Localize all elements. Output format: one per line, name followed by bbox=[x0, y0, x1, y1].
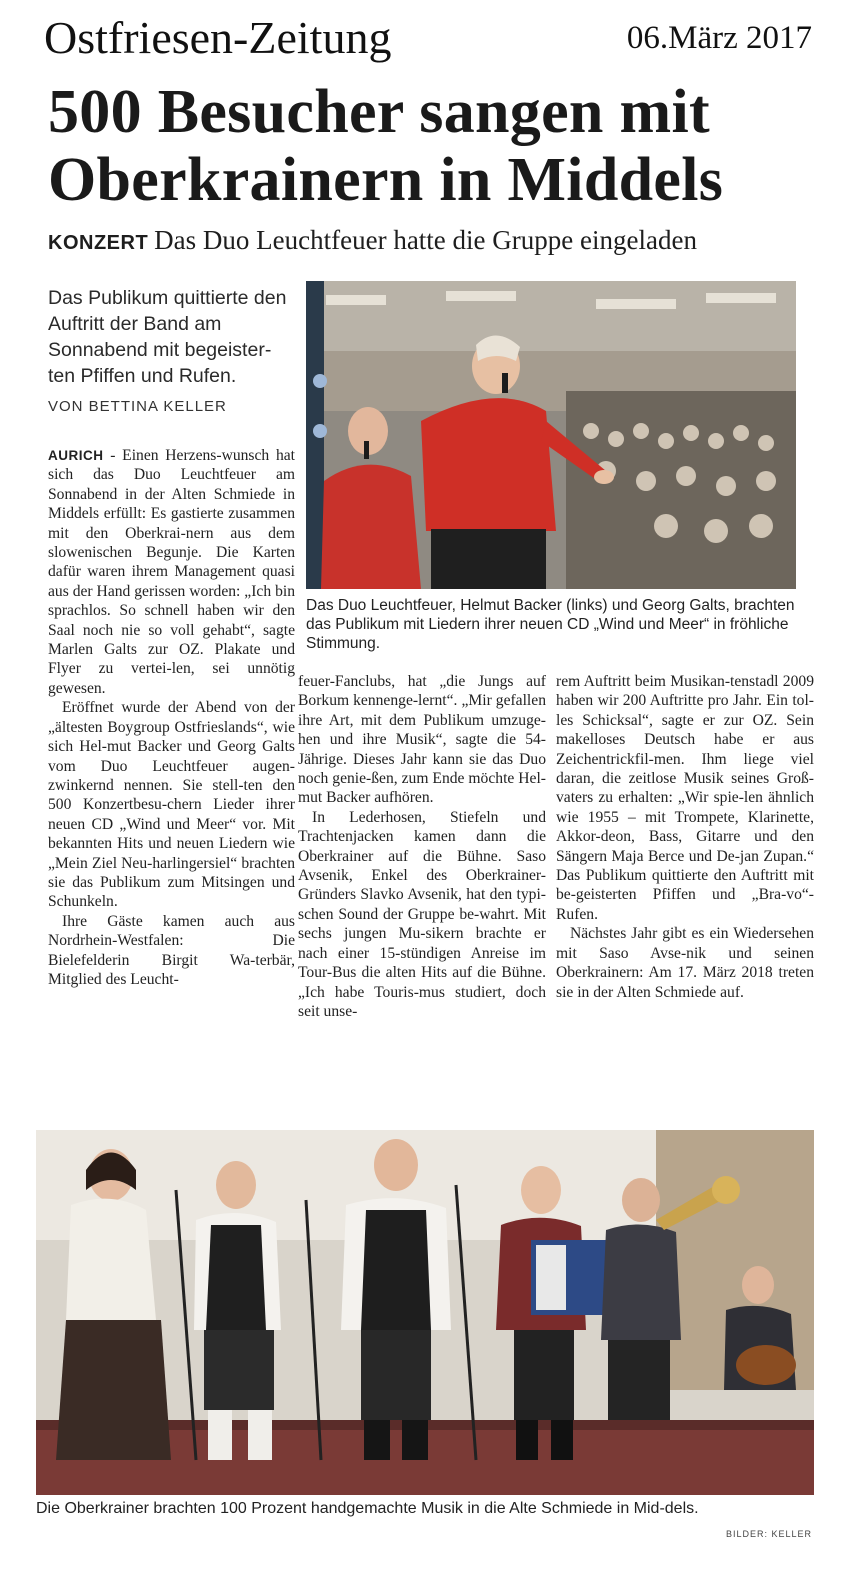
photo-caption: Das Duo Leuchtfeuer, Helmut Backer (links) und Georg Galts, brachten das Publikum mit Liedern ihrer neuen CD „Wind und Meer“ in fröhliche Stimmung. bbox=[306, 597, 795, 652]
article-subheadline bbox=[48, 222, 697, 261]
article-column-1 bbox=[48, 446, 295, 989]
article-column-3 bbox=[556, 672, 814, 1002]
duo-leuchtfeuer-photo bbox=[306, 281, 796, 589]
subheadline-text: Das Duo Leuchtfeuer hatte die Gruppe eingeladen bbox=[154, 225, 697, 255]
article-paragraph: Eröffnet wurde der Abend von der „ältesten Boygroup Ostfrieslands“, wie sich Hel-mut Backer und Georg Galts vom Duo Leuchtfeuer augen-zwinkernd nennen. Sie stell-ten den 500 Konzertbesu-chern Lieder ihrer neuen CD „Wind und Meer“ vor. Mit bekannten Hits und neuen Liedern wie „Mein Ziel Neu-harlingersiel“ brachten sie das Publikum zum Mitsingen und Schunkeln. bbox=[48, 699, 295, 911]
photo-credit: BILDER: KELLER bbox=[725, 1529, 812, 1539]
article-paragraph bbox=[48, 446, 295, 698]
article-headline: 500 Besucher sangen mit Oberkrainern in Middels bbox=[48, 78, 724, 214]
dateline: AURICH bbox=[48, 448, 104, 463]
article-teaser: Das Publikum quittierte den Auftritt der Band am Sonnabend mit begeister-ten Pfiffen und Rufen. bbox=[48, 287, 287, 387]
paragraph-text: - Einen Herzens-wunsch hat sich das Duo Leuchtfeuer am Sonnabend in der Alten Schmiede in Middels erfüllt: Es gastierte zusammen mit den Oberkrai-nern aus dem slowenischen Begunje. Die Karten dafür waren ihrem Management quasi aus der Hand gerissen worden: „Ich bin sprachlos. So schnell haben wir den Saal noch nie so voll gehabt“, sagte Marlen Galts zur OZ. Plakate und Flyer zu vertei-len, sei unnötig gewesen. bbox=[48, 447, 295, 697]
oberkrainer-band-photo bbox=[36, 1130, 814, 1495]
article-paragraph: feuer-Fanclubs, hat „die Jungs auf Borkum kennenge-lernt“. „Mir gefallen ihre Art, mit dem Publikum umzuge-hen und ihre Musik“, sagte die 54-Jährige. Dieses Jahr kann sie das Duo noch genie-ßen, zum Ende möchte Hel-mut Backer aufhören. bbox=[298, 673, 546, 807]
article-paragraph: Nächstes Jahr gibt es ein Wiedersehen mit Saso Avse-nik und seinen Oberkrainern: Am 17. März 2018 treten sie in der Alten Schmiede auf. bbox=[556, 925, 814, 1001]
publication-date: 06.März 2017 bbox=[626, 20, 812, 56]
kicker-label: KONZERT bbox=[48, 232, 149, 254]
article-paragraph: rem Auftritt beim Musikan-tenstadl 2009 haben wir 200 Auftritte pro Jahr. Ein tol-les Schicksal“, sagte er zur OZ. Sein makelloses Deutsch habe er aus Zeichentrickfil-men. Ihm liege viel daran, die zeitlose Musik seines Groß-vaters zu erhalten: „Wir spie-len ähnlich wie 1955 – mit Trompete, Klarinette, Akkor-deon, Bass, Gitarre und den Sängern Maja Berce und De-jan Zupan.“ Das Publikum quittierte den Auftritt mit be-geisterten Pfiffen und „Bra-vo“-Rufen. bbox=[556, 673, 814, 923]
article-column-2 bbox=[298, 672, 546, 1021]
article-byline: VON BETTINA KELLER bbox=[48, 398, 227, 415]
photo-caption: Die Oberkrainer brachten 100 Prozent handgemachte Musik in die Alte Schmiede in Mid-dels. bbox=[36, 1500, 699, 1517]
article-paragraph: Ihre Gäste kamen auch aus Nordrhein-Westfalen: Die Bielefelderin Birgit Wa-terbär, Mitglied des Leucht- bbox=[48, 912, 295, 988]
article-paragraph: In Lederhosen, Stiefeln und Trachtenjacken kamen dann die Oberkrainer auf die Bühne. Saso Avsenik, Enkel des Oberkrainer-Gründers Slavko Avsenik, hat den typi-schen Sound der Gruppe be-wahrt. Mit sechs jungen Mu-sikern brachte er nach einer 15-stündigen Anreise im Tour-Bus die alten Hits auf die Bühne. „Ich habe Touris-mus studiert, doch seit unse- bbox=[298, 808, 546, 1020]
newspaper-masthead: Ostfriesen-Zeitung bbox=[44, 12, 392, 63]
